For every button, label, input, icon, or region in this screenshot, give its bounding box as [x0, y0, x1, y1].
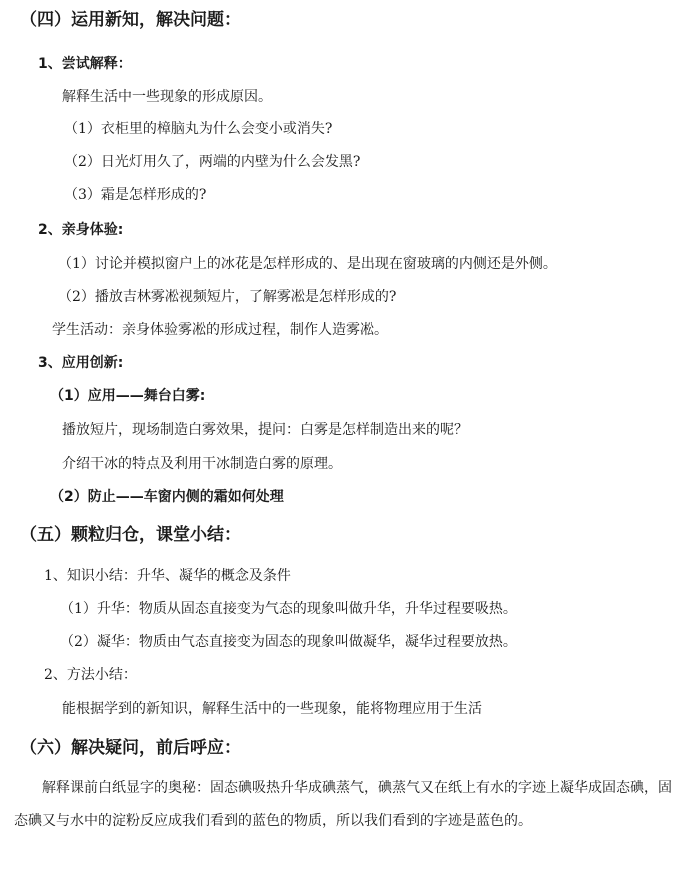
- application-text: 介绍干冰的特点及利用干冰制造白雾的原理。: [62, 456, 342, 472]
- section-5-sub2-title: 2、方法小结：: [44, 667, 137, 683]
- section-4-sub3-title: 3、应用创新:: [38, 355, 124, 371]
- list-item: （2）凝华：物质由气态直接变为固态的现象叫做凝华，凝华过程要放热。: [60, 634, 517, 650]
- application-text: 播放短片，现场制造白雾效果，提问：白雾是怎样制造出来的呢？: [62, 422, 468, 438]
- list-item: （3）霜是怎样形成的?: [64, 187, 207, 203]
- student-activity-text: 学生活动：亲身体验雾凇的形成过程，制作人造雾凇。: [52, 322, 388, 338]
- section-4-sub1-intro: 解释生活中一些现象的形成原因。: [62, 89, 272, 105]
- section-4-sub2-title: 2、亲身体验:: [38, 222, 124, 238]
- section-5-sub1-title: 1、知识小结：升华、凝华的概念及条件: [44, 568, 291, 584]
- section-6-heading: （六）解决疑问，前后呼应：: [20, 738, 241, 758]
- section-4-sub1-title: 1、尝试解释：: [38, 56, 132, 72]
- section-6-paragraph: 解释课前白纸显字的奥秘：固态碘吸热升华成碘蒸气，碘蒸气又在纸上有水的字迹上凝华成固态碘，固态碘又与水中的淀粉反应成我们看到的蓝色的物质，所以我们看到的字迹是蓝色的。: [14, 780, 672, 829]
- section-5-heading: （五）颗粒归仓，课堂小结：: [20, 525, 241, 545]
- list-item: （2）播放吉林雾凇视频短片，了解雾凇是怎样形成的?: [58, 289, 397, 305]
- list-item: （1）升华：物质从固态直接变为气态的现象叫做升华，升华过程要吸热。: [60, 601, 517, 617]
- method-summary-text: 能根据学到的新知识，解释生活中的一些现象，能将物理应用于生活: [62, 701, 482, 717]
- application-item-title: （1）应用——舞台白雾:: [50, 388, 206, 404]
- prevention-item-title: （2）防止——车窗内侧的霜如何处理: [50, 489, 284, 505]
- list-item: （1）讨论并模拟窗户上的冰花是怎样形成的、是出现在窗玻璃的内侧还是外侧。: [58, 256, 557, 272]
- list-item: （2）日光灯用久了，两端的内壁为什么会发黑?: [64, 154, 361, 170]
- list-item: （1）衣柜里的樟脑丸为什么会变小或消失?: [64, 121, 333, 137]
- section-4-heading: （四）运用新知，解决问题：: [20, 10, 241, 30]
